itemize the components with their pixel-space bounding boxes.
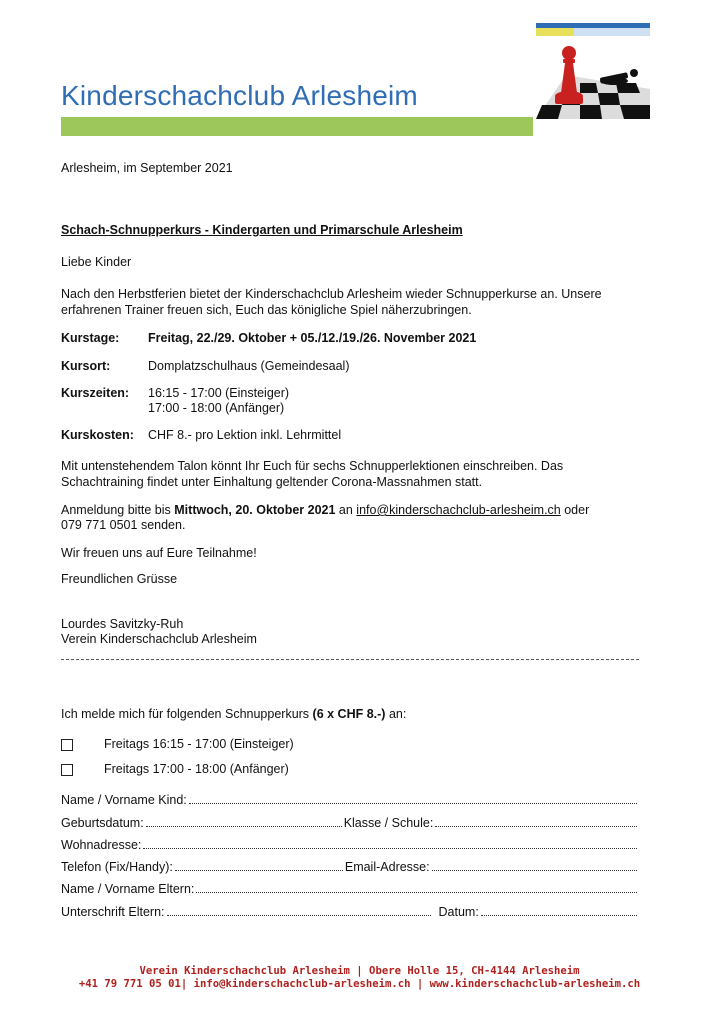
name-eltern-field[interactable] xyxy=(61,882,639,896)
klasse-input-line[interactable] xyxy=(435,816,637,827)
letter-subject: Schach-Schnupperkurs - Kindergarten und Primarschule Arlesheim xyxy=(61,223,463,237)
email-label: Email-Adresse: xyxy=(344,860,430,874)
form-intro-prefix: Ich melde mich für folgenden Schnupperkurs xyxy=(61,707,313,721)
kursort-value: Domplatzschulhaus (Gemeindesaal) xyxy=(148,359,350,373)
name-eltern-label: Name / Vorname Eltern: xyxy=(61,882,195,896)
closing-line-2: Freundlichen Grüsse xyxy=(61,572,178,586)
signer-org: Verein Kinderschachclub Arlesheim xyxy=(61,632,257,646)
klasse-label: Klasse / Schule: xyxy=(343,816,434,830)
datum-input-line[interactable] xyxy=(481,905,637,916)
kurstage-value: Freitag, 22./29. Oktober + 05./12./19./26. November 2021 xyxy=(148,331,477,345)
form-intro-suffix: an: xyxy=(385,707,407,721)
geburtsdatum-input-line[interactable] xyxy=(146,816,342,827)
signup-line xyxy=(61,502,641,518)
form-intro xyxy=(61,706,641,722)
signup-suffix: oder xyxy=(560,503,590,517)
kurskosten-label: Kurskosten: xyxy=(61,428,134,442)
kurstage-label: Kurstage: xyxy=(61,331,120,345)
geburtsdatum-label: Geburtsdatum: xyxy=(61,816,144,830)
telefon-label: Telefon (Fix/Handy): xyxy=(61,860,173,874)
name-kind-input-line[interactable] xyxy=(189,793,637,804)
signup-deadline: Mittwoch, 20. Oktober 2021 xyxy=(174,503,336,517)
unterschrift-input-line[interactable] xyxy=(167,905,431,916)
kurskosten-value: CHF 8.- pro Lektion inkl. Lehrmittel xyxy=(148,428,342,442)
club-title: Kinderschachclub Arlesheim xyxy=(61,80,418,111)
email-input-line[interactable] xyxy=(432,860,637,871)
option-einsteiger-label: Freitags 16:15 - 17:00 (Einsteiger) xyxy=(104,737,294,751)
talon-paragraph: Mit untenstehendem Talon könnt Ihr Euch für sechs Schnupperlektionen einschreiben. Das Schachtraining findet unter Einhaltung geltender Corona-Massnahmen statt. xyxy=(61,459,564,489)
telefon-email-field[interactable] xyxy=(61,860,639,874)
unterschrift-datum-field[interactable] xyxy=(61,905,639,919)
kurszeiten-label: Kurszeiten: xyxy=(61,386,130,400)
footer-contact: +41 79 771 05 01| info@kinderschachclub-arlesheim.ch | www.kinderschachclub-arlesheim.ch xyxy=(78,978,641,990)
unterschrift-label: Unterschrift Eltern: xyxy=(61,905,165,919)
signer-name: Lourdes Savitzky-Ruh xyxy=(61,617,184,631)
name-kind-field[interactable] xyxy=(61,793,639,807)
closing-line-1: Wir freuen uns auf Eure Teilnahme! xyxy=(61,546,257,560)
wohnadresse-field[interactable] xyxy=(61,838,639,852)
option-anfaenger-checkbox[interactable] xyxy=(61,764,73,776)
name-kind-label: Name / Vorname Kind: xyxy=(61,793,187,807)
cut-line-divider xyxy=(61,659,639,660)
option-einsteiger-checkbox[interactable] xyxy=(61,739,73,751)
kursort-label: Kursort: xyxy=(61,359,111,373)
chess-pawn-logo-icon xyxy=(536,23,650,119)
geburtsdatum-klasse-field[interactable] xyxy=(61,816,639,830)
signup-phone-line: 079 771 0501 senden. xyxy=(61,518,186,532)
kurszeiten-value-1: 16:15 - 17:00 (Einsteiger) xyxy=(148,386,290,400)
date-line: Arlesheim, im September 2021 xyxy=(61,161,233,175)
signup-prefix: Anmeldung bitte bis xyxy=(61,503,175,517)
header-green-bar xyxy=(61,117,533,136)
wohnadresse-label: Wohnadresse: xyxy=(61,838,142,852)
name-eltern-input-line[interactable] xyxy=(196,882,637,893)
signup-mid: an xyxy=(335,503,357,517)
telefon-input-line[interactable] xyxy=(175,860,343,871)
footer-address: Verein Kinderschachclub Arlesheim | Obere Holle 15, CH-4144 Arlesheim xyxy=(139,965,580,977)
intro-paragraph: Nach den Herbstferien bietet der Kinderschachclub Arlesheim wieder Schnupperkurse an. Unsere erfahrenen Trainer freuen sich, Euch das königliche Spiel näherzubringen. xyxy=(61,287,602,317)
signup-email-link[interactable]: info@kinderschachclub-arlesheim.ch xyxy=(356,503,561,517)
kurszeiten-value-2: 17:00 - 18:00 (Anfänger) xyxy=(148,401,285,415)
form-intro-price: (6 x CHF 8.-) xyxy=(312,707,386,721)
option-anfaenger-label: Freitags 17:00 - 18:00 (Anfänger) xyxy=(104,762,289,776)
wohnadresse-input-line[interactable] xyxy=(143,838,637,849)
salutation: Liebe Kinder xyxy=(61,255,132,269)
datum-label: Datum: xyxy=(438,905,479,919)
